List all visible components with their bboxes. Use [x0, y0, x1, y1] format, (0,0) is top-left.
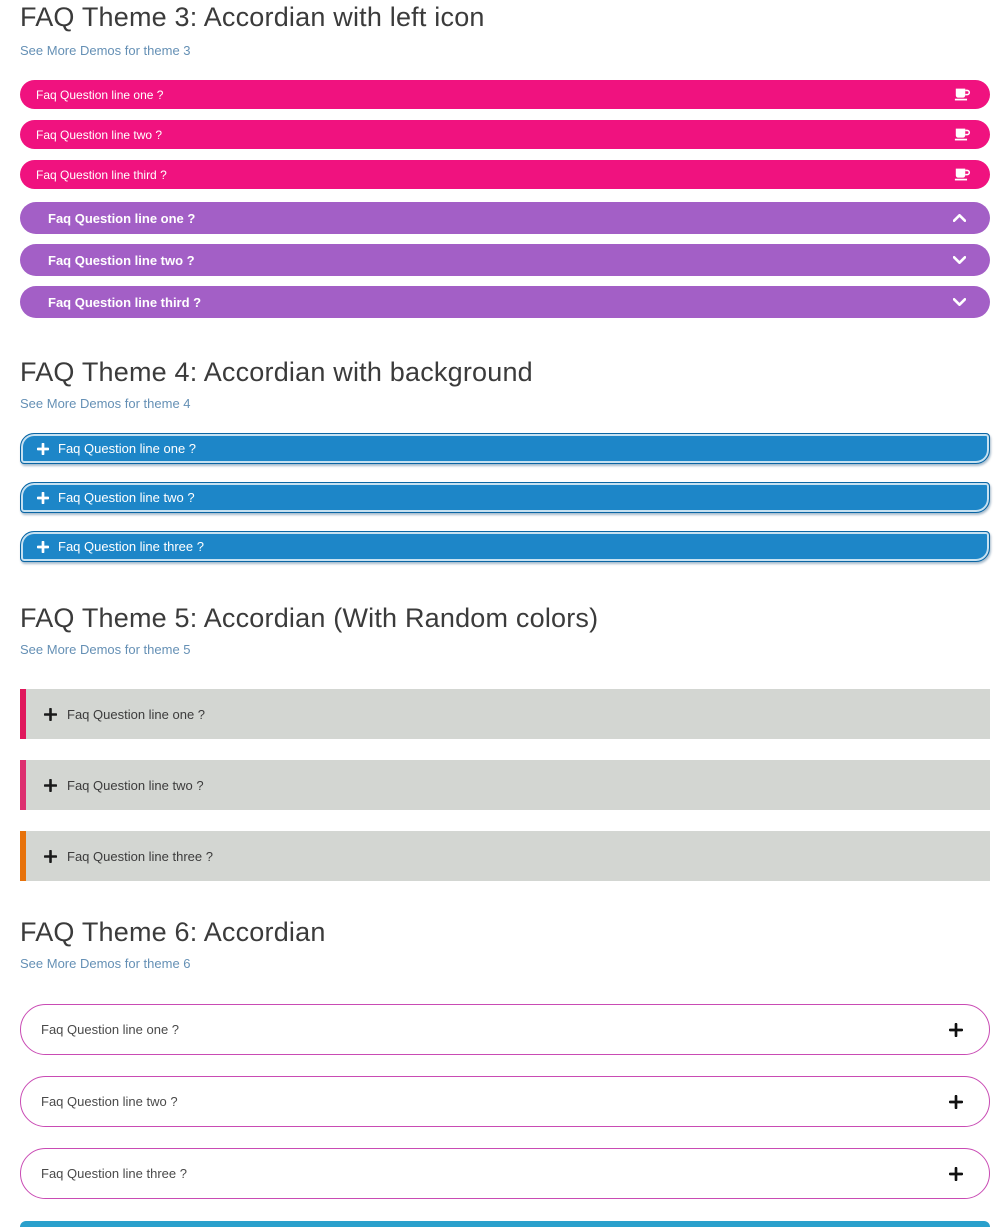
- section-theme-4: [20, 357, 990, 562]
- faq-question-bar[interactable]: [20, 80, 990, 109]
- faq-question-bar[interactable]: [20, 160, 990, 189]
- faq-question-bar[interactable]: [20, 482, 990, 513]
- plus-icon: [44, 708, 57, 721]
- faq-question-bar[interactable]: [20, 531, 990, 562]
- section-theme-6: [20, 917, 990, 1199]
- chevron-down-icon: [953, 298, 966, 306]
- faq-question-bar[interactable]: [20, 831, 990, 881]
- faq-question-label: Faq Question line one ?: [41, 1022, 180, 1037]
- section-title-theme-4: FAQ Theme 4: Accordian with background: [20, 357, 533, 387]
- cup-icon: [954, 168, 972, 181]
- faq-question-bar-collapsed[interactable]: [20, 286, 990, 318]
- faq-question-label: Faq Question line three ?: [58, 539, 204, 554]
- cup-icon: [954, 128, 972, 141]
- faq-question-bar[interactable]: [20, 689, 990, 739]
- page-content: [20, 0, 990, 1227]
- chevron-down-icon: [953, 256, 966, 264]
- see-more-link-theme-5[interactable]: See More Demos for theme 5: [20, 642, 191, 657]
- faq-question-label: Faq Question line one ?: [48, 210, 196, 226]
- faq-question-bar[interactable]: [20, 1076, 990, 1127]
- faq-question-label: Faq Question line two ?: [58, 490, 195, 505]
- see-more-link-theme-6[interactable]: See More Demos for theme 6: [20, 956, 191, 971]
- chevron-up-icon: [953, 214, 966, 222]
- faq-group-purple: [20, 202, 990, 318]
- faq-question-bar[interactable]: [20, 120, 990, 149]
- section-title-theme-6: FAQ Theme 6: Accordian: [20, 917, 326, 947]
- plus-icon: [37, 443, 49, 455]
- section-title-theme-3: FAQ Theme 3: Accordian with left icon: [20, 2, 485, 32]
- plus-icon: [37, 541, 49, 553]
- faq-group-blue: [20, 433, 990, 562]
- section-theme-5: [20, 603, 990, 881]
- faq-question-bar-expanded[interactable]: [20, 202, 990, 234]
- faq-question-bar[interactable]: [20, 760, 990, 810]
- faq-question-label: Faq Question line three ?: [41, 1166, 187, 1181]
- section-theme-3: [20, 0, 990, 318]
- faq-question-bar[interactable]: [20, 1148, 990, 1199]
- cup-icon: [954, 88, 972, 101]
- faq-question-bar-partial[interactable]: [20, 1221, 990, 1227]
- see-more-link-theme-3[interactable]: See More Demos for theme 3: [20, 43, 191, 58]
- plus-icon: [949, 1095, 963, 1109]
- plus-icon: [37, 492, 49, 504]
- faq-question-label: Faq Question line two ?: [67, 777, 204, 793]
- faq-question-label: Faq Question line two ?: [41, 1094, 178, 1109]
- faq-question-bar[interactable]: [20, 1004, 990, 1055]
- faq-question-label: Faq Question line one ?: [58, 441, 197, 456]
- see-more-link-theme-4[interactable]: See More Demos for theme 4: [20, 396, 191, 411]
- faq-group-outline-pill: [20, 1004, 990, 1199]
- plus-icon: [949, 1167, 963, 1181]
- plus-icon: [44, 779, 57, 792]
- faq-question-label: Faq Question line two ?: [48, 252, 195, 268]
- faq-question-label: Faq Question line one ?: [67, 706, 206, 722]
- plus-icon: [44, 850, 57, 863]
- plus-icon: [949, 1023, 963, 1037]
- faq-question-bar-collapsed[interactable]: [20, 244, 990, 276]
- faq-question-label: Faq Question line one ?: [36, 87, 164, 102]
- section-title-theme-5: FAQ Theme 5: Accordian (With Random colors): [20, 603, 599, 633]
- faq-question-bar[interactable]: [20, 433, 990, 464]
- faq-question-label: Faq Question line three ?: [67, 848, 213, 864]
- faq-group-pink: [20, 80, 990, 189]
- faq-question-label: Faq Question line third ?: [36, 167, 167, 182]
- faq-group-random-colors: [20, 689, 990, 881]
- faq-question-label: Faq Question line two ?: [36, 127, 163, 142]
- faq-question-label: Faq Question line third ?: [48, 294, 202, 310]
